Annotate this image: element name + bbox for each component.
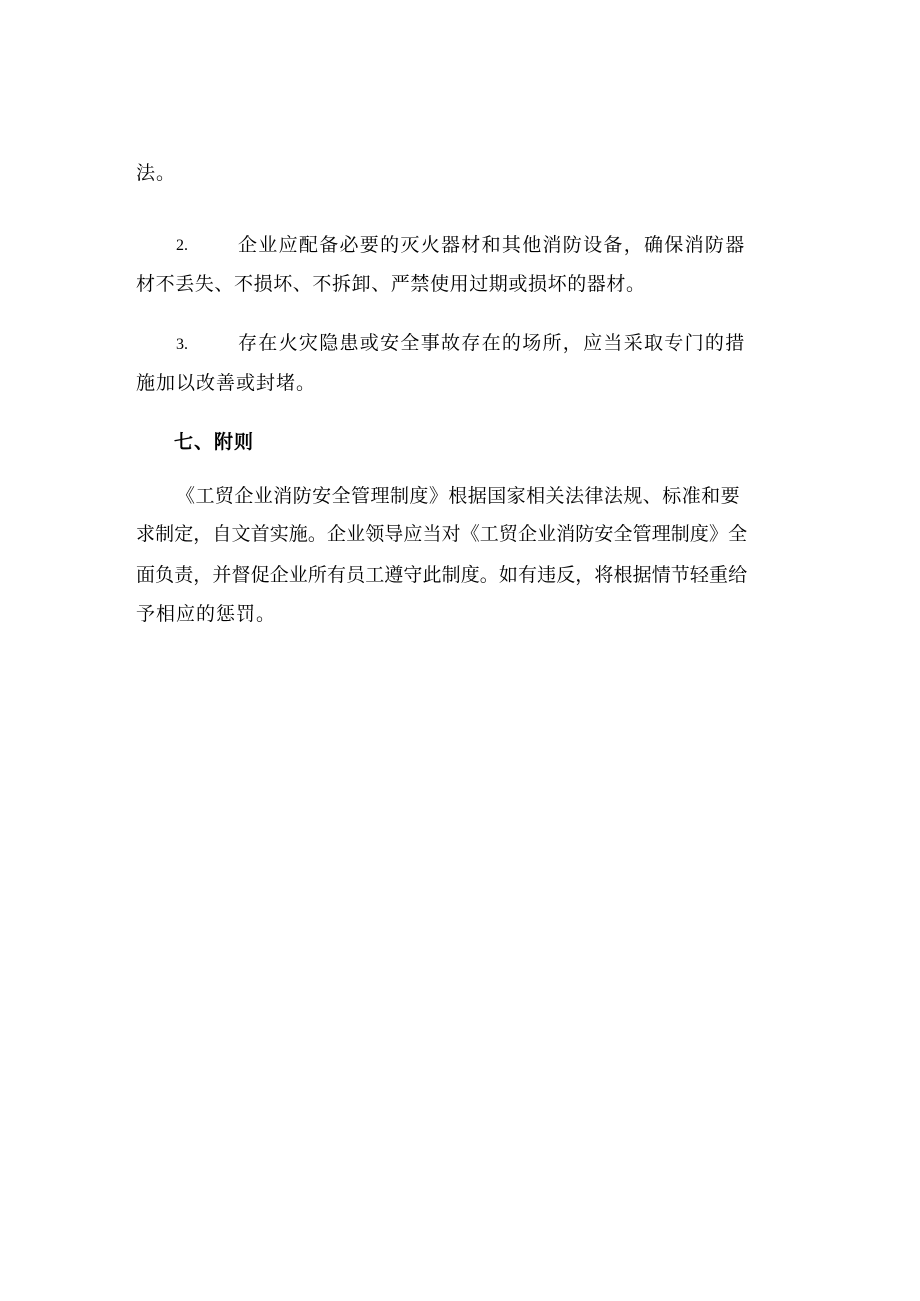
list-item-line-1: 企业应配备必要的灭火器材和其他消防设备，确保消防器 xyxy=(238,234,746,256)
paragraph-line-4: 予相应的惩罚。 xyxy=(136,603,277,625)
list-item-line-2: 施加以改善或封堵。 xyxy=(136,372,317,394)
paragraph-line-1: 《工贸企业消防安全管理制度》根据国家相关法律法规、标准和要 xyxy=(176,485,741,507)
list-number: 3. xyxy=(176,336,188,353)
list-item-line-1: 存在火灾隐患或安全事故存在的场所，应当采取专门的措 xyxy=(238,332,746,354)
section-heading: 七、附则 xyxy=(174,431,255,453)
continuation-text: 法。 xyxy=(136,162,177,184)
list-number: 2. xyxy=(176,237,188,254)
paragraph-line-2: 求制定，自文首实施。企业领导应当对《工贸企业消防安全管理制度》全 xyxy=(136,523,748,545)
paragraph-line-3: 面负责，并督促企业所有员工遵守此制度。如有违反，将根据情节轻重给 xyxy=(136,564,748,586)
list-item-line-2: 材不丢失、不损坏、不拆卸、严禁使用过期或损坏的器材。 xyxy=(136,273,646,295)
